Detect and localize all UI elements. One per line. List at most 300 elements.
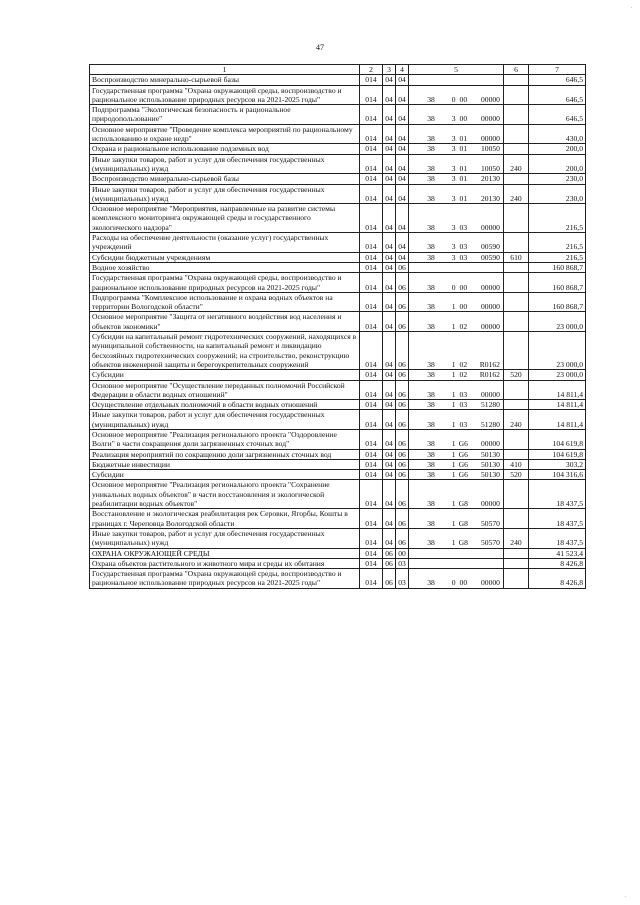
target-article-part: G8 (458, 538, 468, 548)
table-row (90, 273, 586, 293)
scan-mark: . (624, 893, 626, 899)
col-subsection: 00 (396, 548, 409, 558)
target-article-part: 02 (459, 359, 468, 369)
col-expense-type (504, 480, 529, 509)
col-subsection: 04 (396, 144, 409, 154)
target-article-part: 01 (459, 163, 468, 173)
col-ministry: 014 (360, 429, 383, 449)
target-article-part: 00 (459, 302, 468, 312)
row-name: Субсидии на капитальный ремонт гидротехнических сооружений, находящихся в муниципальной собственности, на капитальный ремонт и ликвидацию бесхозяйных гидротехнических сооружений; на строительство, реконструкцию объектов инженерной защиты и берегоукрепительных сооружений (90, 332, 360, 370)
col-expense-type (504, 204, 529, 233)
target-article-part: 51280 (480, 400, 500, 410)
target-article-part: 0 (451, 282, 456, 292)
target-article-part: 3 (451, 222, 456, 232)
target-article-part: R0162 (479, 370, 500, 380)
header-cell: 4 (396, 65, 409, 75)
col-amount: 104 619,8 (529, 449, 586, 459)
target-article-part: 03 (459, 389, 468, 399)
col-ministry: 014 (360, 312, 383, 332)
target-article-part: 38 (427, 134, 435, 144)
col-section: 06 (383, 558, 396, 568)
col-subsection: 04 (396, 105, 409, 125)
table-row (90, 174, 586, 184)
col-amount: 430,0 (529, 124, 586, 144)
col-ministry: 014 (360, 75, 383, 85)
target-article-part: 00 (459, 578, 468, 588)
col-ministry: 014 (360, 124, 383, 144)
col-subsection: 04 (396, 233, 409, 253)
header-cell: 7 (529, 65, 586, 75)
col-ministry: 014 (360, 154, 383, 174)
col-section: 06 (383, 548, 396, 558)
col-amount: 23 000,0 (529, 370, 586, 380)
target-article-part: 3 (451, 144, 456, 154)
target-article-part: 00 (459, 94, 468, 104)
target-article-part: 50570 (480, 538, 500, 548)
table-row (90, 558, 586, 568)
target-article-part: 02 (459, 370, 468, 380)
target-article-part: 38 (427, 578, 435, 588)
target-article-part: 01 (459, 134, 468, 144)
target-article-part: 01 (459, 144, 468, 154)
col-subsection: 06 (396, 273, 409, 293)
row-name: ОХРАНА ОКРУЖАЮЩЕЙ СРЕДЫ (90, 548, 360, 558)
target-article-part: R0162 (479, 359, 500, 369)
col-section: 04 (383, 380, 396, 400)
table-row (90, 85, 586, 105)
header-cell: 2 (360, 65, 383, 75)
col-target-article (409, 124, 504, 144)
col-subsection: 03 (396, 569, 409, 589)
table-row (90, 548, 586, 558)
col-subsection: 06 (396, 509, 409, 529)
table-row (90, 144, 586, 154)
col-subsection: 04 (396, 154, 409, 174)
col-target-article (409, 459, 504, 469)
col-amount: 14 811,4 (529, 380, 586, 400)
target-article-part: 38 (427, 470, 435, 480)
col-amount: 8 426,8 (529, 569, 586, 589)
row-name: Государственная программа "Охрана окружающей среды, воспроизводство и рациональное использование природных ресурсов на 2021-2025 годы" (90, 273, 360, 293)
col-ministry: 014 (360, 449, 383, 459)
col-section: 04 (383, 509, 396, 529)
table-row (90, 429, 586, 449)
col-target-article (409, 470, 504, 480)
col-target-article (409, 429, 504, 449)
row-name: Основное мероприятие "Реализация регионального проекта "Оздоровление Волги" в части сокращения доли загрязненных сточных вод" (90, 429, 360, 449)
col-amount: 104 316,6 (529, 470, 586, 480)
col-target-article (409, 312, 504, 332)
target-article-part: 38 (427, 282, 435, 292)
col-section: 04 (383, 124, 396, 144)
target-article-part: 38 (427, 222, 435, 232)
col-amount: 230,0 (529, 184, 586, 204)
col-ministry: 014 (360, 332, 383, 370)
table-row (90, 124, 586, 144)
target-article-part: 02 (459, 321, 468, 331)
col-amount: 18 437,5 (529, 480, 586, 509)
col-target-article (409, 509, 504, 529)
target-article-part: 01 (459, 174, 468, 184)
target-article-part: 50130 (480, 470, 500, 480)
col-ministry: 014 (360, 174, 383, 184)
target-article-part: 1 (451, 459, 456, 469)
row-name: Иные закупки товаров, работ и услуг для обеспечения государственных (муниципальных) нужд (90, 528, 360, 548)
col-section: 04 (383, 233, 396, 253)
target-article-part: 00000 (480, 282, 500, 292)
col-section: 04 (383, 410, 396, 430)
target-article-part: 38 (427, 459, 435, 469)
col-ministry: 014 (360, 292, 383, 312)
col-expense-type (504, 569, 529, 589)
col-target-article (409, 273, 504, 293)
target-article-part: 0 (451, 94, 456, 104)
col-subsection: 06 (396, 292, 409, 312)
col-subsection: 06 (396, 380, 409, 400)
col-ministry: 014 (360, 105, 383, 125)
col-amount: 14 811,4 (529, 410, 586, 430)
col-expense-type: 240 (504, 410, 529, 430)
table-row (90, 410, 586, 430)
col-ministry: 014 (360, 184, 383, 204)
target-article-part: 1 (451, 400, 456, 410)
target-article-part: 1 (451, 449, 456, 459)
col-target-article (409, 233, 504, 253)
header-cell: 5 (409, 65, 504, 75)
row-name: Охрана объектов растительного и животного мира и среды их обитания (90, 558, 360, 568)
target-article-part: 1 (451, 389, 456, 399)
col-subsection: 06 (396, 312, 409, 332)
target-article-part: 00000 (480, 134, 500, 144)
col-ministry: 014 (360, 528, 383, 548)
target-article-part: 1 (451, 538, 456, 548)
col-section: 04 (383, 370, 396, 380)
col-expense-type: 610 (504, 252, 529, 262)
row-name: Воспроизводство минерально-сырьевой базы (90, 75, 360, 85)
row-name: Подпрограмма "Комплексное использование и охрана водных объектов на территории Вологодской области" (90, 292, 360, 312)
col-target-article (409, 75, 504, 85)
target-article-part: 1 (451, 518, 456, 528)
table-row (90, 400, 586, 410)
table-row (90, 459, 586, 469)
col-subsection: 06 (396, 370, 409, 380)
col-subsection: 04 (396, 75, 409, 85)
row-name: Субсидии (90, 470, 360, 480)
table-row (90, 184, 586, 204)
col-ministry: 014 (360, 509, 383, 529)
col-ministry: 014 (360, 262, 383, 272)
col-ministry: 014 (360, 470, 383, 480)
col-subsection: 06 (396, 429, 409, 449)
col-expense-type (504, 124, 529, 144)
row-name: Основное мероприятие "Мероприятия, направленные на развитие системы комплексного мониторинга окружающей среды и государственного экологического надзора" (90, 204, 360, 233)
target-article-part: 1 (451, 439, 456, 449)
target-article-part: 03 (459, 419, 468, 429)
col-expense-type: 520 (504, 370, 529, 380)
table-row (90, 449, 586, 459)
col-ministry: 014 (360, 85, 383, 105)
table-row (90, 233, 586, 253)
target-article-part: 20130 (480, 193, 500, 203)
target-article-part: 00590 (480, 242, 500, 252)
table-row (90, 332, 586, 370)
col-expense-type (504, 332, 529, 370)
table-row (90, 569, 586, 589)
col-ministry: 014 (360, 558, 383, 568)
col-target-article (409, 480, 504, 509)
target-article-part: 1 (451, 419, 456, 429)
row-name: Реализация мероприятий по сокращению доли загрязненных сточных вод (90, 449, 360, 459)
target-article-part: 00000 (480, 302, 500, 312)
row-name: Иные закупки товаров, работ и услуг для обеспечения государственных (муниципальных) нужд (90, 184, 360, 204)
col-ministry: 014 (360, 370, 383, 380)
col-target-article (409, 292, 504, 312)
col-expense-type: 240 (504, 154, 529, 174)
target-article-part: 00000 (480, 94, 500, 104)
col-amount: 18 437,5 (529, 509, 586, 529)
col-amount: 230,0 (529, 174, 586, 184)
col-expense-type (504, 144, 529, 154)
col-target-article (409, 528, 504, 548)
header-cell: 3 (383, 65, 396, 75)
col-section: 04 (383, 429, 396, 449)
row-name: Иные закупки товаров, работ и услуг для обеспечения государственных (муниципальных) нужд (90, 154, 360, 174)
col-target-article (409, 262, 504, 272)
target-article-part: 38 (427, 439, 435, 449)
col-section: 04 (383, 312, 396, 332)
col-target-article (409, 252, 504, 262)
col-target-article (409, 174, 504, 184)
col-section: 04 (383, 273, 396, 293)
row-name: Основное мероприятие "Проведение комплекса мероприятий по рациональному использованию и охране недр" (90, 124, 360, 144)
row-name: Подпрограмма "Экологическая безопасность и рациональное природопользование" (90, 105, 360, 125)
table-row (90, 262, 586, 272)
row-name: Осуществление отдельных полномочий в области водных отношений (90, 400, 360, 410)
target-article-part: 10050 (480, 144, 500, 154)
target-article-part: 3 (451, 134, 456, 144)
target-article-part: 38 (427, 499, 435, 509)
table-row (90, 105, 586, 125)
col-amount: 216,5 (529, 233, 586, 253)
target-article-part: G8 (458, 518, 468, 528)
col-ministry: 014 (360, 480, 383, 509)
target-article-part: 38 (427, 174, 435, 184)
col-target-article (409, 370, 504, 380)
col-expense-type: 240 (504, 528, 529, 548)
col-target-article (409, 558, 504, 568)
col-expense-type (504, 400, 529, 410)
col-amount: 8 426,8 (529, 558, 586, 568)
target-article-part: 0 (451, 578, 456, 588)
col-section: 04 (383, 332, 396, 370)
target-article-part: 3 (451, 174, 456, 184)
row-name: Государственная программа "Охрана окружающей среды, воспроизводство и рациональное использование природных ресурсов на 2021-2025 годы" (90, 569, 360, 589)
col-target-article (409, 184, 504, 204)
col-subsection: 06 (396, 410, 409, 430)
target-article-part: 38 (427, 419, 435, 429)
target-article-part: G8 (458, 499, 468, 509)
row-name: Восстановление и экологическая реабилитация рек Серовки, Ягорбы, Кошты в границах г. Череповца Вологодской области (90, 509, 360, 529)
col-amount: 18 437,5 (529, 528, 586, 548)
col-expense-type (504, 558, 529, 568)
target-article-part: 38 (427, 94, 435, 104)
target-article-part: 38 (427, 359, 435, 369)
target-article-part: 00000 (480, 439, 500, 449)
col-subsection: 06 (396, 262, 409, 272)
header-cell: 1 (90, 65, 360, 75)
header-row (90, 65, 586, 75)
col-expense-type (504, 312, 529, 332)
target-article-part: 01 (459, 193, 468, 203)
col-expense-type (504, 292, 529, 312)
col-section: 04 (383, 292, 396, 312)
col-ministry: 014 (360, 380, 383, 400)
col-section: 04 (383, 75, 396, 85)
col-expense-type (504, 449, 529, 459)
col-subsection: 06 (396, 449, 409, 459)
col-expense-type (504, 105, 529, 125)
col-target-article (409, 105, 504, 125)
row-name: Бюджетные инвестиции (90, 459, 360, 469)
col-expense-type (504, 75, 529, 85)
target-article-part: 3 (451, 193, 456, 203)
col-amount: 303,2 (529, 459, 586, 469)
table-row (90, 480, 586, 509)
col-subsection: 03 (396, 558, 409, 568)
row-name: Государственная программа "Охрана окружающей среды, воспроизводство и рациональное использование природных ресурсов на 2021-2025 годы" (90, 85, 360, 105)
table-row (90, 312, 586, 332)
target-article-part: 00 (459, 282, 468, 292)
target-article-part: 51280 (480, 419, 500, 429)
target-article-part: 38 (427, 321, 435, 331)
table-row (90, 470, 586, 480)
table-row (90, 380, 586, 400)
col-target-article (409, 449, 504, 459)
col-amount: 216,5 (529, 204, 586, 233)
col-subsection: 04 (396, 252, 409, 262)
table-row (90, 252, 586, 262)
col-amount: 216,5 (529, 252, 586, 262)
target-article-part: 38 (427, 302, 435, 312)
col-expense-type (504, 429, 529, 449)
row-name: Охрана и рациональное использование подземных вод (90, 144, 360, 154)
col-expense-type (504, 548, 529, 558)
col-section: 04 (383, 174, 396, 184)
col-target-article (409, 410, 504, 430)
col-expense-type: 520 (504, 470, 529, 480)
col-amount: 14 811,4 (529, 400, 586, 410)
col-subsection: 06 (396, 400, 409, 410)
target-article-part: 3 (451, 252, 456, 262)
target-article-part: G6 (458, 459, 468, 469)
col-target-article (409, 569, 504, 589)
col-amount: 23 000,0 (529, 312, 586, 332)
col-section: 04 (383, 252, 396, 262)
col-section: 04 (383, 480, 396, 509)
col-section: 04 (383, 105, 396, 125)
target-article-part: 00000 (480, 578, 500, 588)
row-name: Основное мероприятие "Защита от негативного воздействия вод населения и объектов экономики" (90, 312, 360, 332)
col-amount: 646,5 (529, 75, 586, 85)
target-article-part: G6 (458, 470, 468, 480)
col-amount: 23 000,0 (529, 332, 586, 370)
target-article-part: 00 (459, 114, 468, 124)
target-article-part: 20130 (480, 174, 500, 184)
target-article-part: 1 (451, 321, 456, 331)
row-name: Основное мероприятие "Осуществление переданных полномочий Российской Федерации в области водных отношений" (90, 380, 360, 400)
col-section: 04 (383, 204, 396, 233)
target-article-part: G6 (458, 439, 468, 449)
col-expense-type (504, 509, 529, 529)
col-subsection: 06 (396, 528, 409, 548)
col-section: 04 (383, 470, 396, 480)
target-article-part: 38 (427, 193, 435, 203)
col-expense-type (504, 273, 529, 293)
col-amount: 41 523,4 (529, 548, 586, 558)
col-ministry: 014 (360, 548, 383, 558)
row-name: Основное мероприятие "Реализация регионального проекта "Сохранение уникальных водных объектов" в части восстановления и экологической реабилитации водных объектов" (90, 480, 360, 509)
table-row (90, 528, 586, 548)
col-target-article (409, 332, 504, 370)
table-row (90, 509, 586, 529)
target-article-part: 38 (427, 400, 435, 410)
col-subsection: 04 (396, 85, 409, 105)
header-cell: 6 (504, 65, 529, 75)
col-amount: 104 619,8 (529, 429, 586, 449)
col-section: 04 (383, 528, 396, 548)
col-subsection: 04 (396, 204, 409, 233)
target-article-part: 38 (427, 242, 435, 252)
target-article-part: 00000 (480, 321, 500, 331)
table-row (90, 370, 586, 380)
target-article-part: 03 (459, 400, 468, 410)
col-subsection: 06 (396, 470, 409, 480)
col-ministry: 014 (360, 252, 383, 262)
col-section: 04 (383, 459, 396, 469)
target-article-part: 1 (451, 359, 456, 369)
col-section: 04 (383, 154, 396, 174)
col-expense-type (504, 380, 529, 400)
col-target-article (409, 204, 504, 233)
col-expense-type (504, 262, 529, 272)
col-amount: 160 868,7 (529, 273, 586, 293)
target-article-part: 3 (451, 163, 456, 173)
target-article-part: 38 (427, 449, 435, 459)
target-article-part: 00000 (480, 389, 500, 399)
col-ministry: 014 (360, 459, 383, 469)
target-article-part: 50130 (480, 449, 500, 459)
target-article-part: G6 (458, 449, 468, 459)
target-article-part: 00000 (480, 114, 500, 124)
table-row (90, 292, 586, 312)
table-row (90, 75, 586, 85)
target-article-part: 38 (427, 538, 435, 548)
target-article-part: 3 (451, 114, 456, 124)
col-ministry: 014 (360, 400, 383, 410)
col-section: 04 (383, 144, 396, 154)
table-row (90, 154, 586, 174)
target-article-part: 38 (427, 163, 435, 173)
target-article-part: 03 (459, 222, 468, 232)
target-article-part: 10050 (480, 163, 500, 173)
col-ministry: 014 (360, 233, 383, 253)
col-ministry: 014 (360, 569, 383, 589)
target-article-part: 00590 (480, 252, 500, 262)
target-article-part: 1 (451, 499, 456, 509)
col-ministry: 014 (360, 410, 383, 430)
col-section: 04 (383, 184, 396, 204)
col-amount: 200,0 (529, 154, 586, 174)
